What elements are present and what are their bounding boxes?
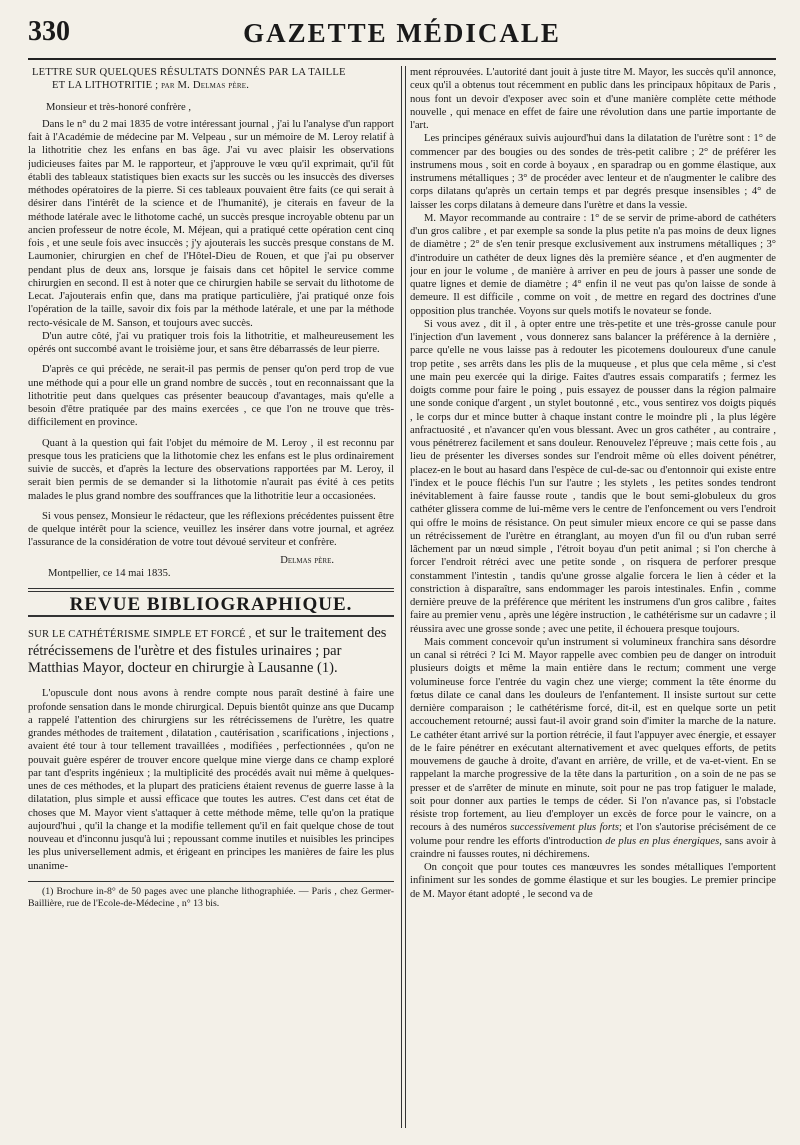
section-title: REVUE BIBLIOGRAPHIQUE. [69,594,353,615]
letter-paragraph: Quant à la question qui fait l'objet du mémoire de M. Leroy , il est reconnu par presque tous les praticiens que la lithotomie chez les enfans est le plus ordinairement suivie de succès, et d'après la lecture des observations rapportées par M. Leroy, il serait bien permis de se demander si la lithotomie n'aurait pas évité à ces petits malades le plus grand nombre des souffrances que la lithotritie leur a occasionées. [28,437,394,502]
letter-paragraph: Dans le n° du 2 mai 1835 de votre intéressant journal , j'ai lu l'analyse d'un rapport fait à l'Académie de médecine par M. Velpeau , sur un mémoire de M. Leroy relatif à la lithotritie chez les enfans en bas âge. J'ai vu avec plaisir les observations judicieuses faites par M. le rapporteur, et j'approuve le vœu qu'il exprimait, qu'il fût établi des tableaux statistiques bien exacts sur les succès ou les insuccès des diverses méthodes opératoires de la pierre. Si ces tableaux pouvaient être faits (ce qui serait à désirer dans l'intérêt de la science et de l'humanité), je citerais en faveur de la méthode latérale avec le lithotome caché, un succès presque incroyable obtenu par un ancien professeur de notre école, M. Méjean, qui a pratiqué cette opération cent cinq fois , et une seule fois avec insuccès ; j'y ajouterais les succès presque constans de M. Laumonier, chirurgien en chef de l'Hôtel-Dieu de Rouen, et que j'ai pu observer pendant plus de deux ans, lorsque je faisais dans cet hôpitel le service comme chirurgien en second. Il est à noter que ce chirurgien habile se servait du lithotome de Lecat. J'ajouterais enfin que, dans ma pratique particulière, j'ai pratiqué onze fois l'opération de la taille, savoir dix fois par la méthode latérale, et une par la méthode recto-vésicale de M. Sanson, et toujours avec succès. [28,118,394,329]
letter-signature: Delmas père. [280,554,334,566]
review-paragraph: Les principes généraux suivis aujourd'hui dans la dilatation de l'urètre sont : 1° de commencer par des bougies ou des sondes de très-petit calibre ; 2° de préférer les instrumens mous , soit en corde à boyaux , en sparadrap ou en gomme élastique, aux instrumens métalliques ; 3° de procéder avec lenteur et de n'augmenter le calibre des corps dilatans qu'après un certain temps et par degrés presque insensibles ; 4° de laisser les corps dilatans à demeure dans l'urètre et dans la vessie. [410,133,776,211]
review-paragraph: M. Mayor recommande au contraire : 1° de se servir de prime-abord de cathéters d'un gros calibre , et par exemple sa sonde la plus petite n'a pas moins de deux lignes de diamètre ; 2° de s'en tenir presque exclusivement aux instrumens métalliques ; 3° d'introduire un cathéter de deux lignes dès la première séance , et d'en augmenter de jour en jour le volume , de manière à arriver en peu de jours à passer une sonde de quatre lignes et demie de diamètre ; 4° enfin il ne veut pas qu'on laisse de sonde à demeure. Il est difficile , comme on voit , de mettre en regard des doctrines d'une opposition plus tranchée. Voyons sur quels motifs le novateur se fonde. [410,212,776,317]
letter-title-line-2: ET LA LITHOTRITIE ; par M. Delmas père. [52,80,250,92]
letter-paragraph: D'après ce qui précède, ne serait-il pas permis de penser qu'on perd trop de vue une méthode qui a pour elle un grand nombre de succès , tout en reconnaissant que la lithotritie peut dans quelques cas présenter beaucoup d'avantages, mais qu'elle a besoin d'être pratiquée par des mains exercées , ce que l'on ne trouve que très-difficilement en province. [28,364,394,429]
journal-title: GAZETTE MÉDICALE [243,18,561,48]
article-title-smallcaps: SUR LE CATHÉTÉRISME SIMPLE ET FORCÉ , [28,629,252,641]
letter-title-line-1: LETTRE SUR QUELQUES RÉSULTATS DONNÉS PAR LA TAILLE [32,67,346,78]
review-paragraph: Si vous avez , dit il , à opter entre une très-petite et une très-grosse canule pour l'injection d'un lavement , vous donnerez sans balancer la préférence à la dernière , parce qu'elle ne vous laisse pas à redouter les picotemens douloureux d'une canule trop petite , ses arrêts dans les plis de la muqueuse , et plus que cela même , si c'est une main peu exercée qui la dirige. Faites d'autres essais comparatifs ; fermez les doigts comme pour faire le poing , puis essayez de pousser dans la région palmaire une sonde conique d'argent , un stylet boutonné , etc., vous sentirez vos doigts piqués , le corps dur et mince butter à chaque instant contre le moindre pli , la plus légère anfractuosité , et n'avancer qu'en vous blessant. Avec un gros cathéter , au contraire , vous pénétrerez facilement et sans douleur. Renouvelez l'épreuve ; mais cette fois , au lieu de présenter les diverses sondes sur l'endroit même où elles doivent pénétrer, placez-en le bout au hasard dans l'espèce de cul-de-sac ou d'entonnoir qui existe entre l'index et le pouce fléchis l'un sur l'autre ; les stylets , les petites sondes tendront inévitablement à faire fausse route , tandis que le bout semi-globuleux du gros cathéter glissera comme de lui-même vers le centre de l'enfoncement ou vers l'endroit qui offre le moins de résistance. On peut simuler mieux encore ce qui se passe dans un rétrécissement de l'urètre en étranglant, au moyen d'un fil ou d'un ruban serré lâchement par un nœud simple , l'étroit boyau d'un petit animal ; si l'on cherche à forcer l'endroit rétréci avec une petite sonde , on risquera de perforer presque constamment l'intestin , tandis qu'une grosse algalie forcera le lien à céder et la constriction à disparaître, sans endommager les parois intestinales. Enfin , comme dernière preuve de la préférence que méritent les instrumens d'un gros calibre , faites faire au premier venu , après une légère instruction , le cathétérisme sur un cadavre ; il réussira avec une grosse sonde ; avec une petite, il échouera presque toujours. [410,318,776,635]
letter-date: Montpellier, ce 14 mai 1835. [48,567,171,579]
footnote: (1) Brochure in-8° de 50 pages avec une planche lithographiée. — Paris , chez Germer-Baillière, rue de l'Ecole-de-Médecine , n° 13 bis. [28,885,394,909]
column-divider [401,66,406,1128]
article-title-rest: et sur le traitement des rétrécissemens de l'urètre et des fistules urinaires ; par Matthias Mayor, docteur en chirurgie à Lausanne (1). [28,625,387,677]
review-text: ; et l'on s'autorise précisément de ce volume pour rendre les efforts d'introduction [410,822,776,847]
letter-paragraph: Si vous pensez, Monsieur le rédacteur, que les réflexions précédentes puissent être de quelque intérêt pour la science, veuillez les insérer dans votre journal, et agréez l'assurance de la considération de votre tout dévoué serviteur et confrère. [28,510,394,549]
section-rule-bottom [28,615,394,617]
section-rule [28,588,394,592]
letter-title [28,66,394,93]
left-column [28,66,394,1134]
page-header [28,14,776,60]
page-number: 330 [28,16,70,47]
review-paragraph: On conçoit que pour toutes ces manœuvres les sondes métalliques l'emportent infiniment sur les sondes de gomme élastique et sur les bougies. Le premier principe de M. Mayor étant adopté , le second va de [410,862,776,900]
article-title [28,625,394,677]
review-paragraph: L'opuscule dont nous avons à rendre compte nous paraît destiné à faire une profonde sensation dans le monde chirurgical. Depuis bientôt quinze ans que Ducamp a rappelé l'attention des chirurgiens sur les rétrécissemens de l'urètre, les quatre grandes méthodes de traitement , dilatation , cautérisation , scarifications , injections , avaient été tour à tour tellement travaillées , modifiées , perfectionnées , qu'on ne pouvait guère espérer de trouver encore quelque mine vierge dans ce champ exploré par tant d'esprits ingénieux ; la multiplicité des procédés avait nui même à quelques-unes de ces méthodes, et la plupart des praticiens étaient revenus de guerre lasse à la dilatation, plus simple et aussi efficace que toutes les autres. C'est dans cet état de choses que M. Mayor vient s'attaquer à cette méthode même, telle qu'on la pratique aujourd'hui , qu'il la change et la modifie tellement qu'il en fait quelque chose de tout nouveau et d'inconnu jusqu'à lui ; repoussant comme inutiles et nuisibles les principes les plus universellement admis, et érigeant en principes les manières de faire les plus unanime- [28,688,394,872]
letter-salutation: Monsieur et très-honoré confrère , [46,101,192,113]
review-paragraph: ment réprouvées. L'autorité dant jouit à juste titre M. Mayor, les succès qu'il annonce, ceux qu'il a obtenus tout récemment en public dans les principaux hôpitaux de Paris , nous font un devoir d'exposer avec soin et d'une manière complète cette méthode nouvelle , qui menace en effet de faire une révolution dans une partie importante de l'art. [410,67,776,131]
review-paragraph [410,636,776,861]
emphasis-text: de plus en plus énergiques [605,835,720,847]
emphasis-text: successivement plus forts [510,822,620,834]
review-text: Mais comment concevoir qu'un instrument si volumineux franchira sans désordre un canal si rétréci ? Ici M. Mayor rappelle avec combien peu de danger on introduit plusieurs doigts et même la main entière dans le rectum; comment une verge volumineuse force l'entrée du vagin chez une vierge; comment la tête énorme du fœtus dilate ce canal dans les douleurs de l'enfantement. Il insiste surtout sur cette dernière comparaison ; le cathétérisme forcé, dit-il, est en quelque sorte un petit accouchement retourné; aussi faut-il avoir grand soin d'imiter la marche de la nature. Le cathéter étant arrivé sur la portion rétrécie, il faut l'appuyer avec énergie, et essayer de le faire pénétrer en exécutant alternativement et avec quelques efforts, de petits mouvemens de gauche à droite, d'avant en arrière, de vrille, et de va-et-vient. En se rappelant la marche progressive de la tête dans la parturition , on a soin de ne pas se presser et de s'arrêter de minute en minute, soit pour ne pas trop fatiguer le malade, soit pour donner aux parties le temps de céder. Si l'on n'avance pas, si l'obstacle résiste trop fortement, au lieu d'employer un excès de force pour le vaincre, on a recours à des numéros [410,636,776,834]
letter-paragraph: D'un autre côté, j'ai vu pratiquer trois fois la lithotritie, et malheureusement les opérés ont succombé avant le troisième jour, et sans être débarrassés de leur pierre. [28,330,394,355]
footnote-rule [28,881,394,882]
review-text: , sans avoir à craindre ni fausses routes, ni déchiremens. [410,835,776,860]
right-column [410,66,776,1134]
